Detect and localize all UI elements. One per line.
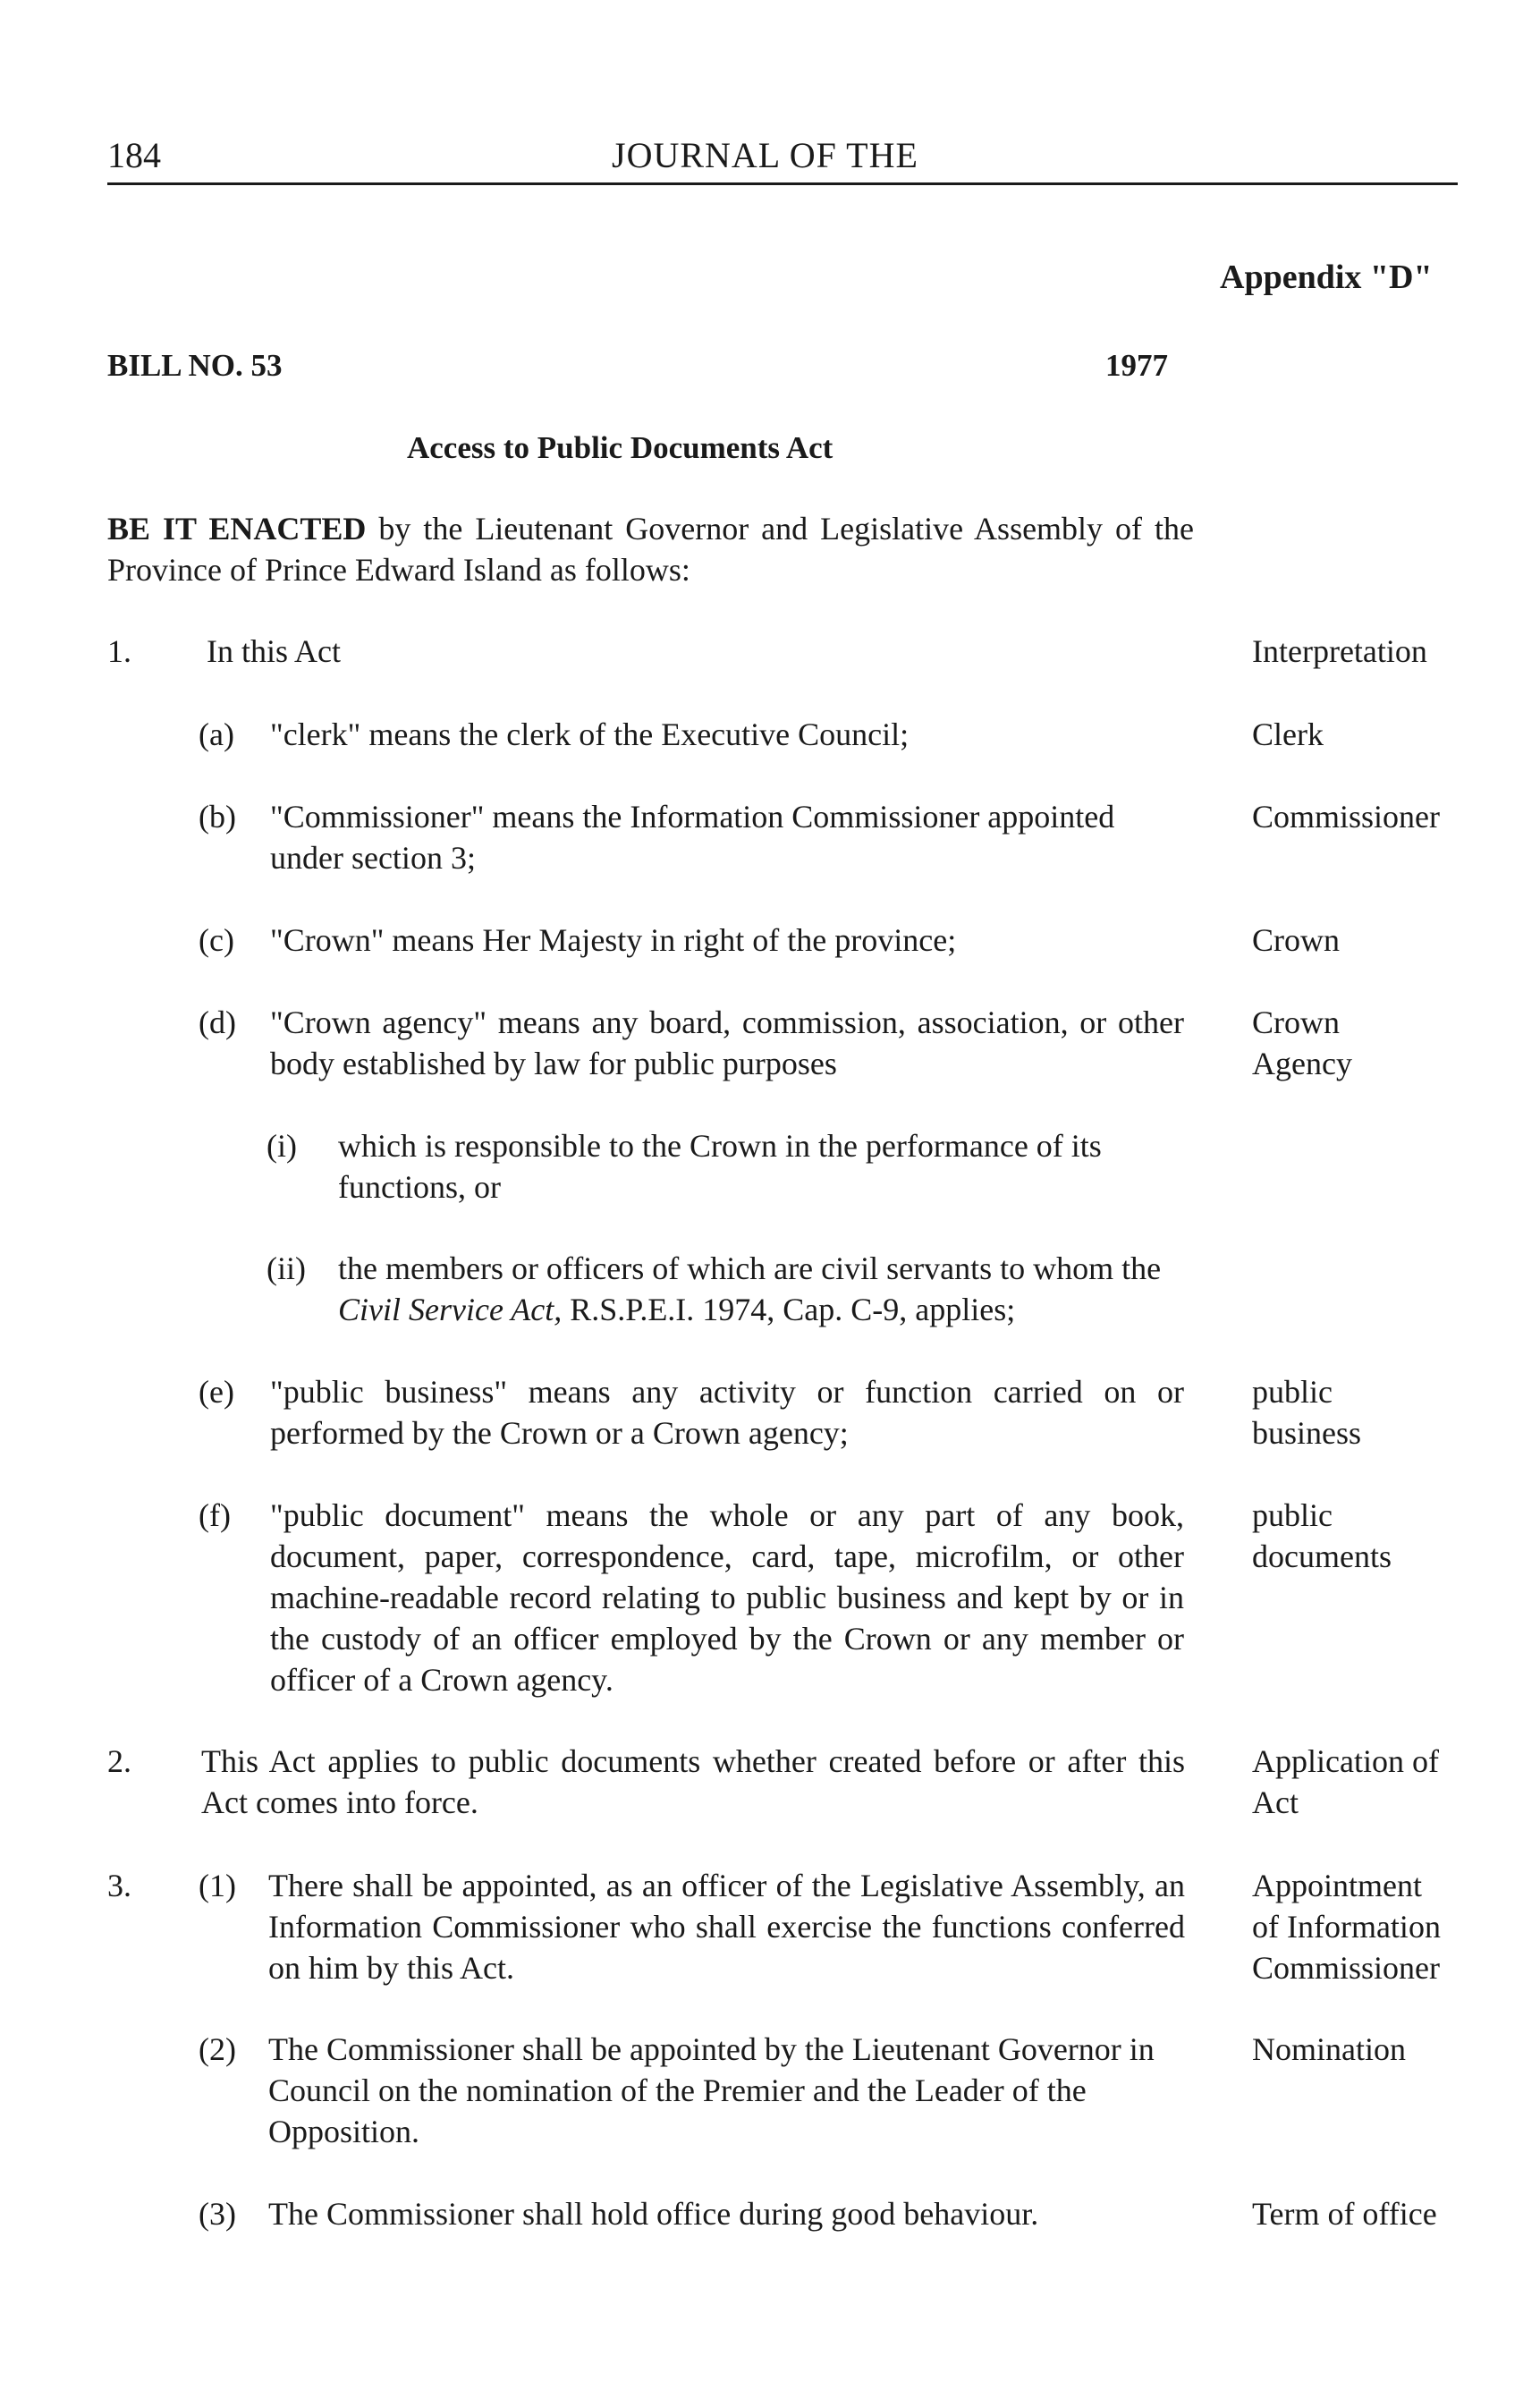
margin-note: [1252, 1865, 1520, 1988]
margin-note: [1252, 1371, 1520, 1454]
margin-note: Crown: [1252, 922, 1340, 958]
act-citation: Civil Service Act,: [338, 1292, 563, 1327]
margin-note-line: of Information: [1252, 1909, 1441, 1945]
bill-year: 1977: [1105, 348, 1168, 383]
section-number: 1.: [107, 633, 131, 669]
margin-note: [1252, 1741, 1520, 1823]
paragraph-label: (c): [199, 922, 234, 958]
margin-note-line: Application of: [1252, 1743, 1439, 1779]
subparagraph-text: which is responsible to the Crown in the performance of its functions, or: [338, 1128, 1102, 1205]
subsection-label: (2): [199, 2031, 236, 2067]
margin-note-line: Commissioner: [1252, 1950, 1441, 1986]
margin-note: [1252, 1002, 1520, 1084]
enacting-clause-text: by the Lieutenant Governor and Legislative Assembly of the Province of Prince Edward Island as follows:: [107, 511, 1194, 588]
running-head: JOURNAL OF THE: [612, 135, 918, 175]
margin-note: [1252, 1495, 1520, 1577]
appendix-label: Appendix "D": [1220, 258, 1433, 296]
paragraph-text: "public document" means the whole or any part of any book, document, paper, correspondence, card, tape, microfilm, or other machine-readable record relating to public business and kept by or in the custody of an officer employed by the Crown or any member or officer of a Crown agency.: [270, 1497, 1184, 1698]
subsection-text: There shall be appointed, as an officer of the Legislative Assembly, an Information Commissioner who shall exercise the functions conferred on him by this Act.: [268, 1868, 1185, 1986]
subsection-text: The Commissioner shall hold office during good behaviour.: [268, 2196, 1039, 2232]
paragraph-label: (d): [199, 1004, 236, 1040]
margin-note: Commissioner: [1252, 799, 1441, 835]
margin-note-line: business: [1252, 1415, 1362, 1451]
header-rule: [107, 182, 1458, 185]
paragraph-label: (f): [199, 1497, 231, 1533]
margin-note-line: public: [1252, 1497, 1333, 1533]
section-text: This Act applies to public documents whether created before or after this Act comes into force.: [201, 1743, 1185, 1820]
paragraph-text: "clerk" means the clerk of the Executive Council;: [270, 716, 910, 752]
margin-note-line: public: [1252, 1374, 1333, 1410]
page-number: 184: [107, 135, 161, 175]
act-title: Access to Public Documents Act: [407, 430, 833, 465]
paragraph-text: "public business" means any activity or function carried on or performed by the Crown or a Crown agency;: [270, 1374, 1184, 1451]
enacting-clause-lead: BE IT ENACTED: [107, 511, 367, 547]
margin-note-line: Crown: [1252, 1004, 1340, 1040]
margin-note-line: Appointment: [1252, 1868, 1422, 1903]
margin-note: Clerk: [1252, 716, 1324, 752]
margin-note: Nomination: [1252, 2031, 1406, 2067]
margin-note: Interpretation: [1252, 633, 1427, 669]
subparagraph-text: [338, 1248, 1188, 1330]
paragraph-label: (e): [199, 1374, 234, 1410]
margin-note-line: documents: [1252, 1538, 1392, 1574]
section-text: In this Act: [207, 633, 341, 669]
subparagraph-text-part: the members or officers of which are civil servants to whom the: [338, 1250, 1162, 1286]
subsection-label: (3): [199, 2196, 236, 2232]
paragraph-label: (b): [199, 799, 236, 835]
subparagraph-label: (i): [267, 1128, 297, 1164]
subparagraph-label: (ii): [267, 1250, 306, 1286]
subsection-text: The Commissioner shall be appointed by the Lieutenant Governor in Council on the nomination of the Premier and the Leader of the Opposition.: [268, 2031, 1155, 2149]
section-number: 3.: [107, 1868, 131, 1903]
margin-note-line: Act: [1252, 1784, 1299, 1820]
paragraph-text: "Crown" means Her Majesty in right of the province;: [270, 922, 957, 958]
margin-note: Term of office: [1252, 2196, 1437, 2232]
enacting-clause: [107, 508, 1194, 590]
paragraph-label: (a): [199, 716, 234, 752]
subparagraph-text-part: R.S.P.E.I. 1974, Cap. C-9, applies;: [562, 1292, 1016, 1327]
margin-note-line: Agency: [1252, 1046, 1352, 1081]
bill-number: BILL NO. 53: [107, 348, 283, 383]
paragraph-text: "Commissioner" means the Information Commissioner appointed under section 3;: [270, 799, 1115, 876]
section-number: 2.: [107, 1743, 131, 1779]
subsection-label: (1): [199, 1868, 236, 1903]
paragraph-text: "Crown agency" means any board, commission, association, or other body established by law for public purposes: [270, 1004, 1184, 1081]
